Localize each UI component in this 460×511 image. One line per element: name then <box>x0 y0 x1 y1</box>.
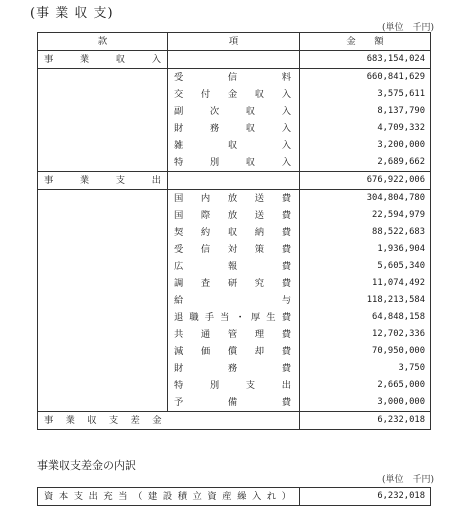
section-category: 事業収入 <box>38 51 168 69</box>
item-row <box>38 241 431 258</box>
item-amount: 88,522,683 <box>300 224 431 241</box>
item-name: 調査研究費 <box>168 275 300 292</box>
breakdown-row <box>38 488 431 506</box>
item-row <box>38 258 431 275</box>
item-category-empty <box>38 394 168 412</box>
item-category-empty <box>38 326 168 343</box>
item-row <box>38 207 431 224</box>
item-row <box>38 69 431 87</box>
item-amount: 2,689,662 <box>300 154 431 172</box>
section-row <box>38 51 431 69</box>
item-category-empty <box>38 190 168 208</box>
item-amount: 5,605,340 <box>300 258 431 275</box>
item-name: 財務収入 <box>168 120 300 137</box>
budget-table <box>37 32 431 430</box>
item-category-empty <box>38 275 168 292</box>
item-category-empty <box>38 103 168 120</box>
item-name: 受信対策費 <box>168 241 300 258</box>
item-name: 予備費 <box>168 394 300 412</box>
item-row <box>38 103 431 120</box>
page-title: (事 業 収 支) <box>30 6 114 21</box>
breakdown-unit-note: (単位 千円) <box>381 475 434 485</box>
section-total: 683,154,024 <box>300 51 431 69</box>
item-row <box>38 224 431 241</box>
item-row <box>38 292 431 309</box>
item-name: 特別支出 <box>168 377 300 394</box>
item-name: 広報費 <box>168 258 300 275</box>
section-total: 676,922,006 <box>300 172 431 190</box>
item-amount: 3,575,611 <box>300 86 431 103</box>
item-amount: 660,841,629 <box>300 69 431 87</box>
item-row <box>38 394 431 412</box>
item-category-empty <box>38 377 168 394</box>
item-category-empty <box>38 86 168 103</box>
item-name: 雑収入 <box>168 137 300 154</box>
item-row <box>38 343 431 360</box>
item-name: 特別収入 <box>168 154 300 172</box>
item-category-empty <box>38 309 168 326</box>
header-amount: 金 額 <box>300 33 431 51</box>
item-category-empty <box>38 154 168 172</box>
item-amount: 22,594,979 <box>300 207 431 224</box>
item-amount: 1,936,904 <box>300 241 431 258</box>
breakdown-table <box>37 487 431 506</box>
item-name: 交付金収入 <box>168 86 300 103</box>
item-row <box>38 360 431 377</box>
item-amount: 12,702,336 <box>300 326 431 343</box>
section-item-empty <box>168 51 300 69</box>
item-category-empty <box>38 120 168 137</box>
item-amount: 3,200,000 <box>300 137 431 154</box>
item-amount: 3,000,000 <box>300 394 431 412</box>
balance-empty <box>168 412 300 430</box>
item-name: 退職手当・厚生費 <box>168 309 300 326</box>
section-row <box>38 172 431 190</box>
item-category-empty <box>38 69 168 87</box>
header-category: 款 <box>38 33 168 51</box>
item-amount: 8,137,790 <box>300 103 431 120</box>
item-category-empty <box>38 224 168 241</box>
item-name: 契約収納費 <box>168 224 300 241</box>
item-category-empty <box>38 137 168 154</box>
breakdown-amount: 6,232,018 <box>300 488 431 506</box>
item-amount: 11,074,492 <box>300 275 431 292</box>
item-row <box>38 137 431 154</box>
item-row <box>38 326 431 343</box>
section-item-empty <box>168 172 300 190</box>
balance-amount: 6,232,018 <box>300 412 431 430</box>
item-category-empty <box>38 207 168 224</box>
header-row <box>38 33 431 51</box>
item-row <box>38 190 431 208</box>
item-row <box>38 377 431 394</box>
item-row <box>38 86 431 103</box>
item-category-empty <box>38 241 168 258</box>
item-amount: 70,950,000 <box>300 343 431 360</box>
item-name: 国際放送費 <box>168 207 300 224</box>
item-name: 受信料 <box>168 69 300 87</box>
item-row <box>38 154 431 172</box>
item-amount: 3,750 <box>300 360 431 377</box>
item-category-empty <box>38 360 168 377</box>
item-amount: 4,709,332 <box>300 120 431 137</box>
item-row <box>38 275 431 292</box>
item-row <box>38 309 431 326</box>
item-category-empty <box>38 343 168 360</box>
unit-note: (単位 千円) <box>381 23 434 33</box>
item-amount: 64,848,158 <box>300 309 431 326</box>
balance-row <box>38 412 431 430</box>
item-name: 共通管理費 <box>168 326 300 343</box>
breakdown-title: 事業収支差金の内訳 <box>37 459 136 472</box>
item-amount: 118,213,584 <box>300 292 431 309</box>
section-category: 事業支出 <box>38 172 168 190</box>
breakdown-label: 資本支出充当（建設積立資産繰入れ） <box>38 488 300 506</box>
item-amount: 304,804,780 <box>300 190 431 208</box>
header-item: 項 <box>168 33 300 51</box>
item-category-empty <box>38 292 168 309</box>
item-category-empty <box>38 258 168 275</box>
item-name: 副次収入 <box>168 103 300 120</box>
item-name: 財務費 <box>168 360 300 377</box>
item-amount: 2,665,000 <box>300 377 431 394</box>
balance-label: 事業収支差金 <box>38 412 168 430</box>
item-row <box>38 120 431 137</box>
item-name: 給与 <box>168 292 300 309</box>
item-name: 減価償却費 <box>168 343 300 360</box>
item-name: 国内放送費 <box>168 190 300 208</box>
